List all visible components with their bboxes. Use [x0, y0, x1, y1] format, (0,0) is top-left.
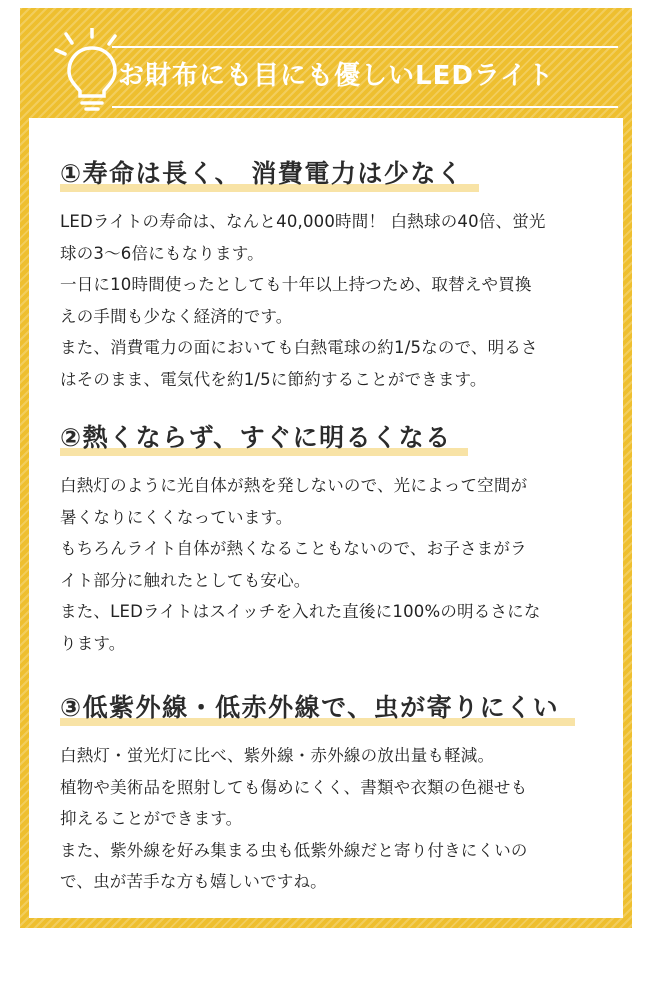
- body-line: で、虫が苦手な方も嬉しいですね。: [60, 872, 327, 891]
- section-heading: ②熱くならず、すぐに明るくなる: [60, 418, 458, 458]
- body-line: 白熱灯のように光自体が熱を発しないので、光によって空間が: [60, 476, 528, 495]
- body-line: えの手間も少なく経済的です。: [60, 306, 293, 326]
- yellow-frame: [20, 8, 632, 928]
- section-lifespan: [60, 154, 600, 395]
- body-line: もちろんライト自体が熱くなることもないので、お子さまがラ: [60, 539, 527, 558]
- body-line: 球の3～6倍にもなります。: [60, 243, 264, 263]
- section-uv: [60, 688, 600, 898]
- section-body: [60, 740, 600, 898]
- section-heading: ①寿命は長く、 消費電力は少なく: [60, 154, 469, 194]
- section-body: [60, 206, 600, 395]
- body-line: また、消費電力の面においても白熱電球の約1/5なので、明るさ: [60, 338, 538, 357]
- page-title: お財布にも目にも優しいLEDライト: [118, 61, 555, 91]
- body-line: LEDライトの寿命は、なんと40,000時間！ 白熱球の40倍、蛍光: [60, 212, 546, 231]
- body-line: また、LEDライトはスイッチを入れた直後に100%の明るさにな: [60, 602, 541, 621]
- content-panel: [29, 118, 623, 918]
- body-line: はそのまま、電気代を約1/5に節約することができます。: [60, 369, 487, 389]
- body-line: 一日に10時間使ったとしても十年以上持つため、取替えや買換: [60, 275, 532, 294]
- body-line: 暑くなりにくくなっています。: [60, 507, 293, 527]
- body-line: 白熱灯・蛍光灯に比べ、紫外線・赤外線の放出量も軽減。: [60, 746, 495, 765]
- body-line: 抑えることができます。: [60, 809, 243, 828]
- body-line: 植物や美術品を照射しても傷めにくく、書類や衣類の色褪せも: [60, 777, 528, 797]
- header: [20, 8, 632, 118]
- body-line: イト部分に触れたとしても安心。: [60, 570, 311, 590]
- section-heat: [60, 418, 600, 659]
- body-line: また、紫外線を好み集まる虫も低紫外線だと寄り付きにくいの: [60, 840, 528, 860]
- body-line: ります。: [60, 633, 126, 653]
- section-heading: ③低紫外線・低赤外線で、虫が寄りにくい: [60, 688, 565, 728]
- section-body: [60, 470, 600, 659]
